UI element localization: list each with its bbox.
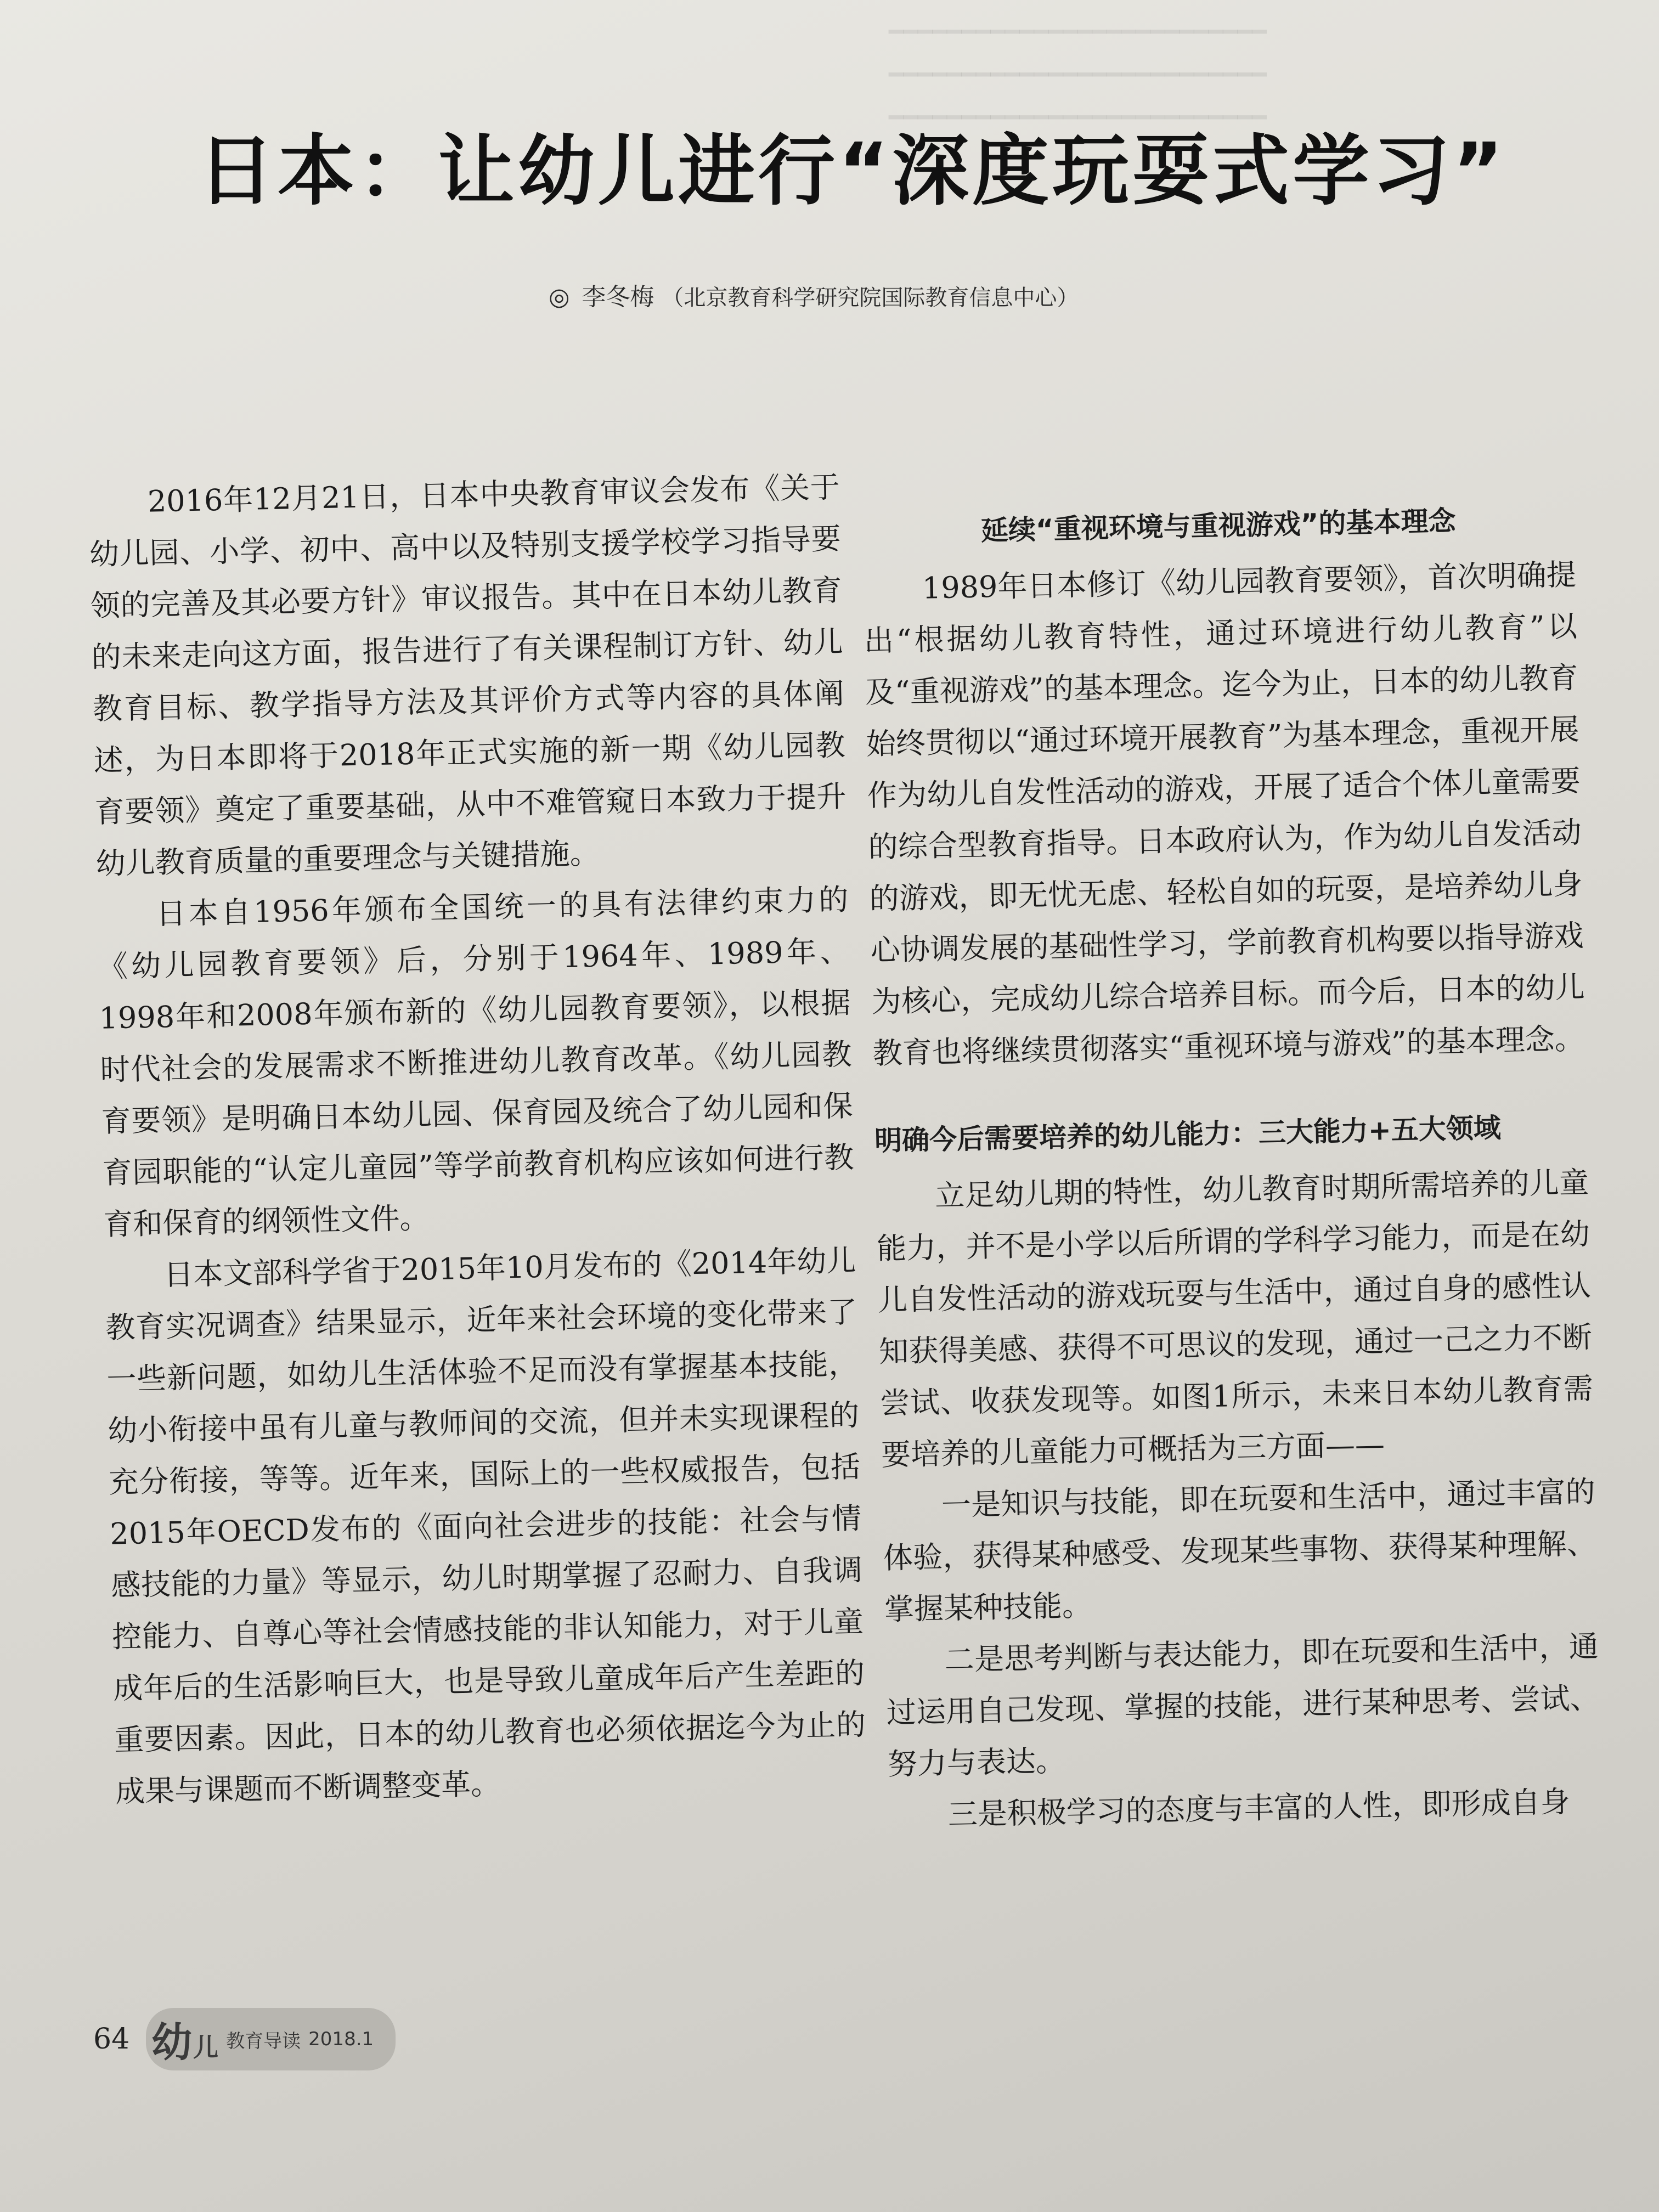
page-number: 64: [93, 2023, 130, 2056]
article-title: 日本：让幼儿进行“深度玩耍式学习”: [198, 127, 1507, 216]
author-name: 李冬梅: [582, 283, 654, 311]
paragraph: 日本文部科学省于2015年10月发布的《2014年幼儿教育实况调查》结果显示，近年来社会环境的变化带来了一些新问题，如幼儿生活体验不足而没有掌握基本技能，幼小衔接中虽有儿童与教师间的交流，但并未实现课程的充分衔接，等等。近年来，国际上的一些权威报告，包括2015年OECD发布的《面向社会进步的技能：社会与情感技能的力量》等显示，幼儿时期掌握了忍耐力、自我调控能力、自尊心等社会情感技能的非认知能力，对于儿童成年后的生活影响巨大，也是导致儿童成年后产生差距的重要因素。因此，日本的幼儿教育也必须依据迄今为止的成果与课题而不断调整变革。: [105, 1243, 866, 1809]
paragraph: 三是积极学习的态度与丰富的人性，即形成自身: [947, 1784, 1571, 1832]
bleed-through-texture: ━━━━━━━━━━━━━━━━━━━━━━━━━━ ━━━━━━━━━━━━━━━━━━━━━━━━━━ ━━━━━━━━━━━━━━━━━━━━━━━━━━: [889, 18, 1267, 132]
paragraph: 1989年日本修订《幼儿园教育要领》，首次明确提出“根据幼儿教育特性，通过环境进行幼儿教育”以及“重视游戏”的基本理念。迄今为止，日本的幼儿教育始终贯彻以“通过环境开展教育”为基本理念，重视开展作为幼儿自发性活动的游戏，开展了适合个体儿童需要的综合型教育指导。日本政府认为，作为幼儿自发活动的游戏，即无忧无虑、轻松自如的玩耍，是培养幼儿身心协调发展的基础性学习，学前教育机构要以指导游戏为核心，完成幼儿综合培养目标。而今后，日本的幼儿教育也将继续贯彻落实“重视环境与游戏”的基本理念。: [864, 557, 1585, 1071]
author-mark-icon: ◎: [549, 283, 570, 311]
issue-number: 2018.1: [308, 2028, 374, 2050]
paragraph: 2016年12月21日，日本中央教育审议会发布《关于幼儿园、小学、初中、高中以及特别支援学校学习指导要领的完善及其必要方针》审议报告。其中在日本幼儿教育的未来走向这方面，报告进行了有关课程制订方针、幼儿教育目标、教学指导方法及其评价方式等内容的具体阐述，为日本即将于2018年正式实施的新一期《幼儿园教育要领》奠定了重要基础，从中不难管窥日本致力于提升幼儿教育质量的重要理念与关键措施。: [89, 470, 847, 881]
magazine-name: 教育导读: [226, 2030, 301, 2052]
section-heading: 明确今后需要培养的幼儿能力：三大能力+五大领域: [874, 1111, 1502, 1157]
paragraph: 一是知识与技能，即在玩耍和生活中，通过丰富的体验，获得某种感受、发现某些事物、获得某种理解、掌握某种技能。: [883, 1474, 1597, 1627]
right-column: [861, 495, 1602, 1842]
section-heading: 延续“重视环境与重视游戏”的基本理念: [980, 505, 1457, 547]
paragraph: 日本自1956年颁布全国统一的具有法律约束力的《幼儿园教育要领》后，分别于1964年、1989年、1998年和2008年颁布新的《幼儿园教育要领》，以根据时代社会的发展需求不断推进幼儿教育改革。《幼儿园教育要领》是明确日本幼儿园、保育园及统合了幼儿园和保育园职能的“认定儿童园”等学前教育机构应该如何进行教育和保育的纲领性文件。: [98, 882, 854, 1242]
paragraph: 立足幼儿期的特性，幼儿教育时期所需培养的儿童能力，并不是小学以后所谓的学科学习能力，而是在幼儿自发性活动的游戏玩耍与生活中，通过自身的感性认知获得美感、获得不可思议的发现，通过一己之力不断尝试、收获发现等。如图1所示，未来日本幼儿教育需要培养的儿童能力可概括为三方面——: [876, 1165, 1594, 1472]
magazine-logo-sub: 儿: [193, 2033, 219, 2062]
left-column: [88, 461, 867, 1818]
byline: [549, 277, 1079, 312]
page-footer: [93, 2008, 396, 2070]
paragraph: 二是思考判断与表达能力，即在玩耍和生活中，通过运用自己发现、掌握的技能，进行某种思考、尝试、努力与表达。: [886, 1629, 1600, 1782]
magazine-badge: [146, 2008, 396, 2070]
magazine-logo-main: 幼: [151, 2019, 193, 2066]
author-affiliation: （北京教育科学研究院国际教育信息中心）: [662, 285, 1079, 311]
